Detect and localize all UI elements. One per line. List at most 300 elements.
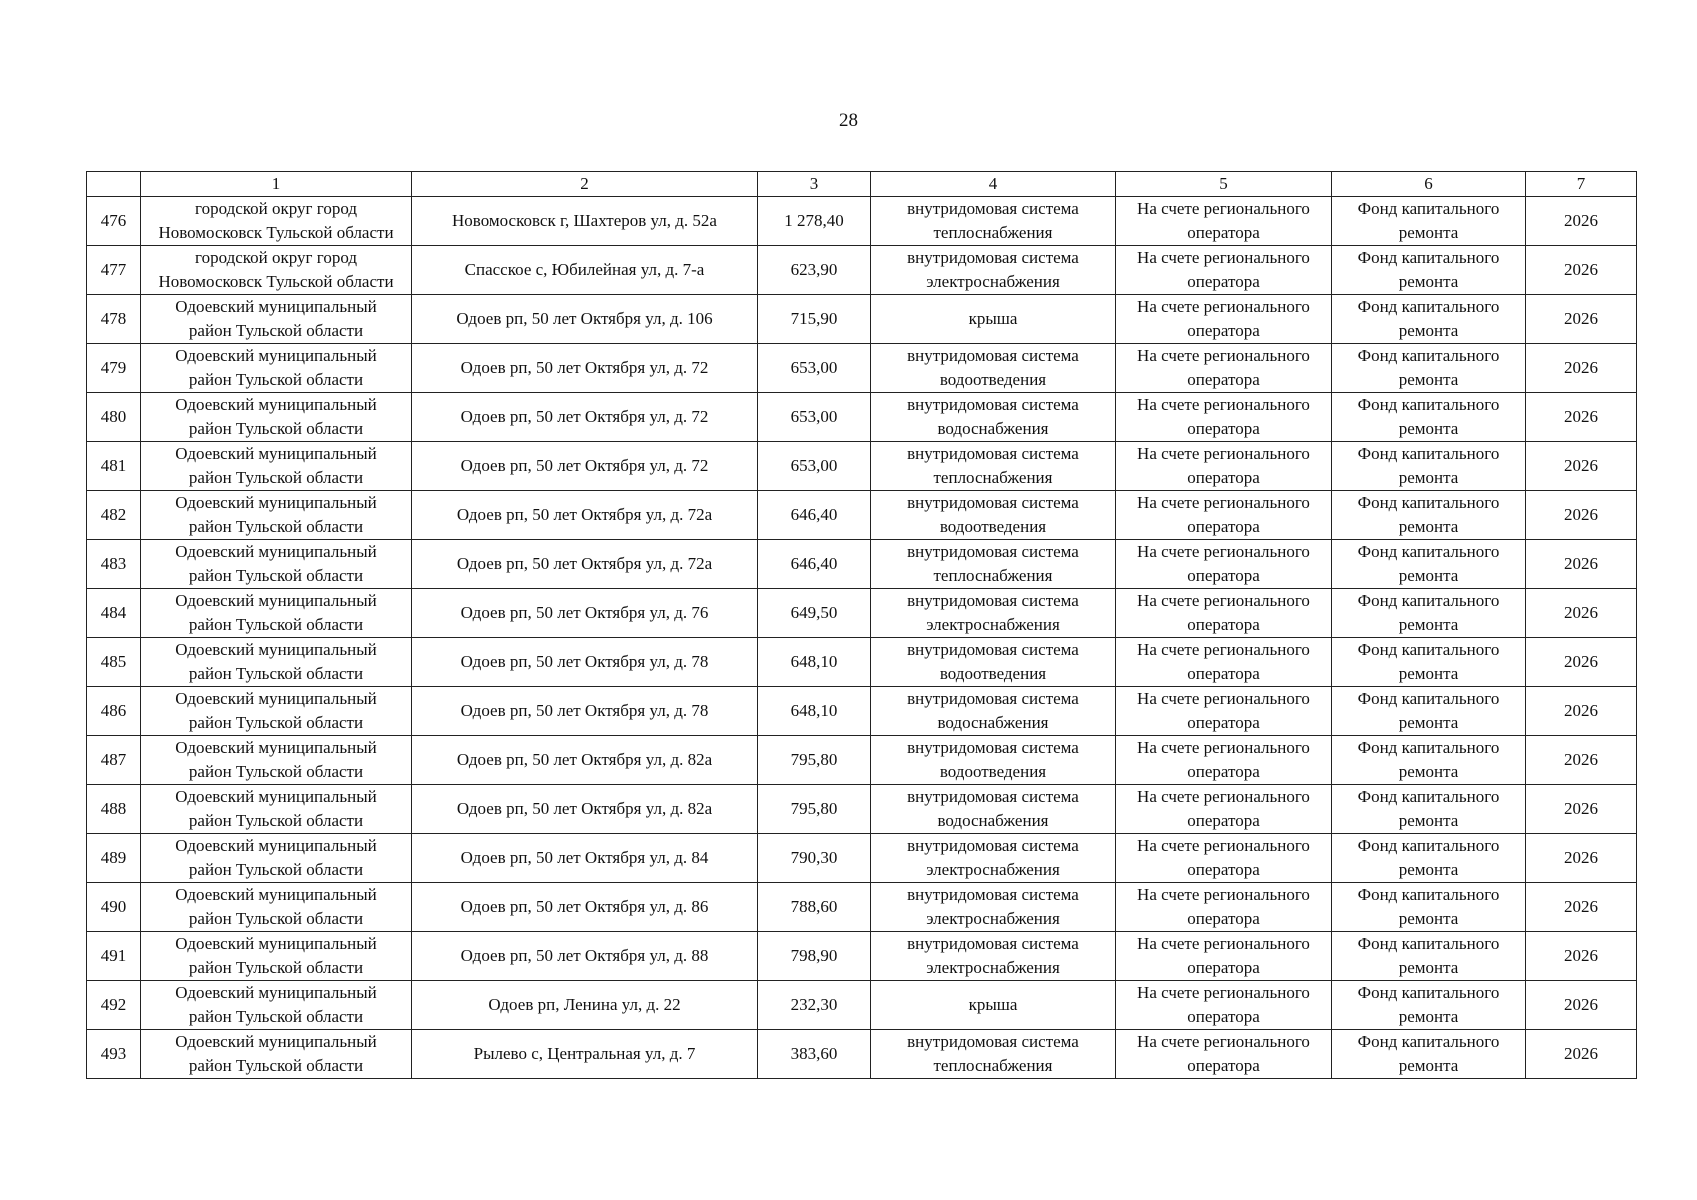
year-cell: 2026 <box>1526 932 1637 981</box>
funding-source-cell <box>1332 981 1526 1030</box>
municipality-cell <box>141 442 412 491</box>
year-cell: 2026 <box>1526 981 1637 1030</box>
municipality-line: район Тульской области <box>188 468 364 487</box>
funding-source-cell <box>1332 197 1526 246</box>
account-method-cell <box>1116 491 1332 540</box>
funding-source-line: Фонд капитального <box>1357 248 1500 267</box>
work-type-line: внутридомовая система <box>907 542 1079 561</box>
account-method-line: оператора <box>1187 860 1260 879</box>
municipality-cell <box>141 932 412 981</box>
area-cell: 383,60 <box>758 1030 871 1079</box>
area-cell: 653,00 <box>758 344 871 393</box>
account-method-cell <box>1116 638 1332 687</box>
account-method-cell <box>1116 589 1332 638</box>
account-method-line: На счете регионального <box>1137 738 1310 757</box>
work-type-cell <box>871 491 1116 540</box>
account-method-line: оператора <box>1187 321 1260 340</box>
municipality-cell <box>141 834 412 883</box>
row-number-cell: 486 <box>87 687 141 736</box>
row-number-cell: 489 <box>87 834 141 883</box>
work-type-line: водоотведения <box>939 370 1047 389</box>
account-method-cell <box>1116 785 1332 834</box>
account-method-line: оператора <box>1187 517 1260 536</box>
area-cell: 646,40 <box>758 540 871 589</box>
year-cell: 2026 <box>1526 834 1637 883</box>
work-type-line: внутридомовая система <box>907 738 1079 757</box>
work-type-line: внутридомовая система <box>907 1032 1079 1051</box>
funding-source-cell <box>1332 834 1526 883</box>
address-cell: Одоев рп, 50 лет Октября ул, д. 78 <box>412 638 758 687</box>
funding-source-cell <box>1332 932 1526 981</box>
municipality-line: район Тульской области <box>188 321 364 340</box>
area-cell: 646,40 <box>758 491 871 540</box>
year-cell: 2026 <box>1526 736 1637 785</box>
funding-source-line: Фонд капитального <box>1357 738 1500 757</box>
table-row <box>87 981 1637 1030</box>
work-type-line: внутридомовая система <box>907 248 1079 267</box>
municipality-line: Одоевский муниципальный <box>175 738 377 757</box>
work-type-cell <box>871 932 1116 981</box>
funding-source-line: ремонта <box>1398 272 1459 291</box>
funding-source-line: ремонта <box>1398 370 1459 389</box>
year-cell: 2026 <box>1526 638 1637 687</box>
account-method-cell <box>1116 687 1332 736</box>
account-method-line: На счете регионального <box>1137 297 1310 316</box>
table-row <box>87 883 1637 932</box>
area-cell: 648,10 <box>758 687 871 736</box>
account-method-line: оператора <box>1187 811 1260 830</box>
funding-source-cell <box>1332 295 1526 344</box>
municipality-cell <box>141 883 412 932</box>
municipality-cell <box>141 981 412 1030</box>
funding-source-line: ремонта <box>1398 1056 1459 1075</box>
area-cell: 623,90 <box>758 246 871 295</box>
address-cell: Спасское с, Юбилейная ул, д. 7-а <box>412 246 758 295</box>
address-cell: Одоев рп, 50 лет Октября ул, д. 84 <box>412 834 758 883</box>
municipality-cell <box>141 785 412 834</box>
table-row <box>87 589 1637 638</box>
year-cell: 2026 <box>1526 442 1637 491</box>
account-method-line: оператора <box>1187 958 1260 977</box>
municipality-cell <box>141 540 412 589</box>
funding-source-line: ремонта <box>1398 223 1459 242</box>
work-type-line: крыша <box>968 995 1018 1014</box>
year-cell: 2026 <box>1526 785 1637 834</box>
work-type-cell <box>871 295 1116 344</box>
account-method-cell <box>1116 834 1332 883</box>
municipality-line: Одоевский муниципальный <box>175 640 377 659</box>
address-cell: Одоев рп, Ленина ул, д. 22 <box>412 981 758 1030</box>
municipality-line: Одоевский муниципальный <box>175 983 377 1002</box>
funding-source-line: Фонд капитального <box>1357 591 1500 610</box>
municipality-line: Одоевский муниципальный <box>175 591 377 610</box>
table-row <box>87 246 1637 295</box>
municipality-cell <box>141 344 412 393</box>
year-cell: 2026 <box>1526 295 1637 344</box>
account-method-line: оператора <box>1187 419 1260 438</box>
year-cell: 2026 <box>1526 589 1637 638</box>
address-cell: Одоев рп, 50 лет Октября ул, д. 82а <box>412 785 758 834</box>
header-cell-4: 4 <box>871 172 1116 197</box>
account-method-line: оператора <box>1187 1007 1260 1026</box>
table-row <box>87 295 1637 344</box>
account-method-cell <box>1116 540 1332 589</box>
table-row <box>87 687 1637 736</box>
work-type-cell <box>871 834 1116 883</box>
account-method-line: оператора <box>1187 615 1260 634</box>
account-method-line: На счете регионального <box>1137 787 1310 806</box>
address-cell: Одоев рп, 50 лет Октября ул, д. 88 <box>412 932 758 981</box>
account-method-cell <box>1116 736 1332 785</box>
row-number-cell: 480 <box>87 393 141 442</box>
funding-source-line: Фонд капитального <box>1357 983 1500 1002</box>
funding-source-cell <box>1332 785 1526 834</box>
work-type-cell <box>871 246 1116 295</box>
funding-source-line: Фонд капитального <box>1357 395 1500 414</box>
address-cell: Одоев рп, 50 лет Октября ул, д. 72а <box>412 540 758 589</box>
funding-source-cell <box>1332 883 1526 932</box>
funding-source-cell <box>1332 344 1526 393</box>
municipality-line: район Тульской области <box>188 664 364 683</box>
work-type-line: электроснабжения <box>926 272 1060 291</box>
municipality-cell <box>141 246 412 295</box>
funding-source-cell <box>1332 1030 1526 1079</box>
account-method-line: оператора <box>1187 468 1260 487</box>
address-cell: Рылево с, Центральная ул, д. 7 <box>412 1030 758 1079</box>
work-type-line: водоотведения <box>939 517 1047 536</box>
area-cell: 1 278,40 <box>758 197 871 246</box>
municipality-line: Новомосковск Тульской области <box>158 223 394 242</box>
header-cell-2: 2 <box>412 172 758 197</box>
account-method-line: оператора <box>1187 272 1260 291</box>
year-cell: 2026 <box>1526 687 1637 736</box>
row-number-cell: 479 <box>87 344 141 393</box>
work-type-line: водоснабжения <box>937 811 1049 830</box>
table-row <box>87 491 1637 540</box>
address-cell: Одоев рп, 50 лет Октября ул, д. 78 <box>412 687 758 736</box>
municipality-line: Одоевский муниципальный <box>175 689 377 708</box>
work-type-line: внутридомовая система <box>907 885 1079 904</box>
municipality-line: Одоевский муниципальный <box>175 395 377 414</box>
row-number-cell: 490 <box>87 883 141 932</box>
address-cell: Новомосковск г, Шахтеров ул, д. 52а <box>412 197 758 246</box>
municipality-line: район Тульской области <box>188 615 364 634</box>
municipality-line: район Тульской области <box>188 958 364 977</box>
account-method-line: оператора <box>1187 713 1260 732</box>
account-method-cell <box>1116 442 1332 491</box>
work-type-line: крыша <box>968 309 1018 328</box>
funding-source-cell <box>1332 246 1526 295</box>
funding-source-line: Фонд капитального <box>1357 297 1500 316</box>
work-type-line: внутридомовая система <box>907 836 1079 855</box>
municipality-line: район Тульской области <box>188 811 364 830</box>
year-cell: 2026 <box>1526 540 1637 589</box>
table-row <box>87 932 1637 981</box>
work-type-line: внутридомовая система <box>907 493 1079 512</box>
account-method-line: На счете регионального <box>1137 934 1310 953</box>
funding-source-cell <box>1332 638 1526 687</box>
funding-source-line: Фонд капитального <box>1357 493 1500 512</box>
work-type-cell <box>871 442 1116 491</box>
table-row <box>87 1030 1637 1079</box>
account-method-line: На счете регионального <box>1137 346 1310 365</box>
work-type-cell <box>871 344 1116 393</box>
municipality-line: Одоевский муниципальный <box>175 542 377 561</box>
area-cell: 648,10 <box>758 638 871 687</box>
work-type-line: водоснабжения <box>937 419 1049 438</box>
table-row <box>87 638 1637 687</box>
year-cell: 2026 <box>1526 1030 1637 1079</box>
work-type-line: внутридомовая система <box>907 934 1079 953</box>
area-cell: 653,00 <box>758 393 871 442</box>
work-type-line: внутридомовая система <box>907 689 1079 708</box>
work-type-cell <box>871 197 1116 246</box>
funding-source-line: ремонта <box>1398 321 1459 340</box>
municipality-line: район Тульской области <box>188 860 364 879</box>
area-cell: 653,00 <box>758 442 871 491</box>
funding-source-line: Фонд капитального <box>1357 542 1500 561</box>
account-method-cell <box>1116 197 1332 246</box>
funding-source-line: ремонта <box>1398 909 1459 928</box>
account-method-line: оператора <box>1187 370 1260 389</box>
address-cell: Одоев рп, 50 лет Октября ул, д. 76 <box>412 589 758 638</box>
table-row <box>87 540 1637 589</box>
municipality-cell <box>141 687 412 736</box>
funding-source-line: ремонта <box>1398 958 1459 977</box>
work-type-cell <box>871 638 1116 687</box>
municipality-line: район Тульской области <box>188 1007 364 1026</box>
municipality-cell <box>141 589 412 638</box>
work-type-cell <box>871 540 1116 589</box>
account-method-cell <box>1116 1030 1332 1079</box>
account-method-cell <box>1116 246 1332 295</box>
funding-source-line: ремонта <box>1398 811 1459 830</box>
municipality-line: район Тульской области <box>188 419 364 438</box>
municipality-cell <box>141 736 412 785</box>
work-type-line: электроснабжения <box>926 958 1060 977</box>
funding-source-line: Фонд капитального <box>1357 689 1500 708</box>
municipality-cell <box>141 491 412 540</box>
funding-source-line: ремонта <box>1398 664 1459 683</box>
area-cell: 232,30 <box>758 981 871 1030</box>
work-type-line: водоотведения <box>939 762 1047 781</box>
area-cell: 715,90 <box>758 295 871 344</box>
municipality-cell <box>141 393 412 442</box>
funding-source-cell <box>1332 442 1526 491</box>
account-method-line: На счете регионального <box>1137 885 1310 904</box>
municipality-line: Одоевский муниципальный <box>175 885 377 904</box>
account-method-line: На счете регионального <box>1137 395 1310 414</box>
work-type-line: внутридомовая система <box>907 346 1079 365</box>
row-number-cell: 481 <box>87 442 141 491</box>
area-cell: 795,80 <box>758 785 871 834</box>
funding-source-line: Фонд капитального <box>1357 1032 1500 1051</box>
municipality-line: район Тульской области <box>188 566 364 585</box>
row-number-cell: 478 <box>87 295 141 344</box>
work-type-line: внутридомовая система <box>907 199 1079 218</box>
funding-source-line: ремонта <box>1398 615 1459 634</box>
address-cell: Одоев рп, 50 лет Октября ул, д. 86 <box>412 883 758 932</box>
funding-source-line: Фонд капитального <box>1357 787 1500 806</box>
account-method-line: На счете регионального <box>1137 199 1310 218</box>
funding-source-line: Фонд капитального <box>1357 346 1500 365</box>
funding-source-line: ремонта <box>1398 468 1459 487</box>
work-type-line: внутридомовая система <box>907 787 1079 806</box>
municipality-line: Новомосковск Тульской области <box>158 272 394 291</box>
funding-source-line: ремонта <box>1398 860 1459 879</box>
municipality-line: Одоевский муниципальный <box>175 836 377 855</box>
funding-source-line: Фонд капитального <box>1357 934 1500 953</box>
municipality-line: район Тульской области <box>188 1056 364 1075</box>
work-type-cell <box>871 883 1116 932</box>
account-method-line: На счете регионального <box>1137 836 1310 855</box>
account-method-cell <box>1116 295 1332 344</box>
work-type-line: теплоснабжения <box>933 468 1053 487</box>
municipality-line: Одоевский муниципальный <box>175 493 377 512</box>
municipality-line: район Тульской области <box>188 713 364 732</box>
table-row <box>87 834 1637 883</box>
account-method-line: На счете регионального <box>1137 248 1310 267</box>
municipality-line: Одоевский муниципальный <box>175 1032 377 1051</box>
funding-source-line: Фонд капитального <box>1357 199 1500 218</box>
year-cell: 2026 <box>1526 344 1637 393</box>
account-method-line: На счете регионального <box>1137 689 1310 708</box>
page-number: 28 <box>839 110 858 131</box>
year-cell: 2026 <box>1526 491 1637 540</box>
work-type-line: электроснабжения <box>926 909 1060 928</box>
funding-source-line: Фонд капитального <box>1357 885 1500 904</box>
municipality-line: район Тульской области <box>188 517 364 536</box>
capital-repair-table <box>86 171 1637 1079</box>
account-method-line: На счете регионального <box>1137 591 1310 610</box>
municipality-cell <box>141 1030 412 1079</box>
row-number-cell: 488 <box>87 785 141 834</box>
header-cell-blank <box>87 172 141 197</box>
account-method-line: оператора <box>1187 909 1260 928</box>
year-cell: 2026 <box>1526 197 1637 246</box>
address-cell: Одоев рп, 50 лет Октября ул, д. 72а <box>412 491 758 540</box>
area-cell: 788,60 <box>758 883 871 932</box>
municipality-line: район Тульской области <box>188 370 364 389</box>
work-type-line: теплоснабжения <box>933 566 1053 585</box>
account-method-line: На счете регионального <box>1137 640 1310 659</box>
table-header <box>87 172 1637 197</box>
municipality-cell <box>141 295 412 344</box>
row-number-cell: 477 <box>87 246 141 295</box>
area-cell: 795,80 <box>758 736 871 785</box>
row-number-cell: 491 <box>87 932 141 981</box>
work-type-cell <box>871 785 1116 834</box>
table-row <box>87 197 1637 246</box>
header-cell-6: 6 <box>1332 172 1526 197</box>
funding-source-cell <box>1332 491 1526 540</box>
municipality-line: городской округ город <box>195 199 357 218</box>
funding-source-line: ремонта <box>1398 419 1459 438</box>
account-method-cell <box>1116 981 1332 1030</box>
work-type-cell <box>871 589 1116 638</box>
account-method-line: оператора <box>1187 1056 1260 1075</box>
municipality-line: Одоевский муниципальный <box>175 787 377 806</box>
table-body <box>87 197 1637 1079</box>
work-type-cell <box>871 1030 1116 1079</box>
account-method-line: На счете регионального <box>1137 1032 1310 1051</box>
address-cell: Одоев рп, 50 лет Октября ул, д. 82а <box>412 736 758 785</box>
funding-source-line: ремонта <box>1398 517 1459 536</box>
municipality-line: городской округ город <box>195 248 357 267</box>
row-number-cell: 483 <box>87 540 141 589</box>
municipality-cell <box>141 638 412 687</box>
row-number-cell: 476 <box>87 197 141 246</box>
work-type-line: электроснабжения <box>926 615 1060 634</box>
header-row <box>87 172 1637 197</box>
row-number-cell: 484 <box>87 589 141 638</box>
funding-source-line: ремонта <box>1398 566 1459 585</box>
account-method-cell <box>1116 932 1332 981</box>
header-cell-5: 5 <box>1116 172 1332 197</box>
municipality-cell <box>141 197 412 246</box>
table-row <box>87 736 1637 785</box>
table-row <box>87 442 1637 491</box>
work-type-line: водоотведения <box>939 664 1047 683</box>
account-method-line: оператора <box>1187 566 1260 585</box>
work-type-line: внутридомовая система <box>907 395 1079 414</box>
table-row <box>87 393 1637 442</box>
account-method-line: оператора <box>1187 223 1260 242</box>
row-number-cell: 487 <box>87 736 141 785</box>
row-number-cell: 485 <box>87 638 141 687</box>
header-cell-1: 1 <box>141 172 412 197</box>
address-cell: Одоев рп, 50 лет Октября ул, д. 72 <box>412 344 758 393</box>
row-number-cell: 482 <box>87 491 141 540</box>
address-cell: Одоев рп, 50 лет Октября ул, д. 106 <box>412 295 758 344</box>
funding-source-line: Фонд капитального <box>1357 836 1500 855</box>
account-method-cell <box>1116 344 1332 393</box>
row-number-cell: 493 <box>87 1030 141 1079</box>
year-cell: 2026 <box>1526 393 1637 442</box>
table-row <box>87 785 1637 834</box>
work-type-cell <box>871 393 1116 442</box>
funding-source-cell <box>1332 540 1526 589</box>
work-type-line: электроснабжения <box>926 860 1060 879</box>
funding-source-cell <box>1332 589 1526 638</box>
funding-source-cell <box>1332 687 1526 736</box>
work-type-cell <box>871 981 1116 1030</box>
municipality-line: Одоевский муниципальный <box>175 297 377 316</box>
account-method-line: На счете регионального <box>1137 542 1310 561</box>
area-cell: 790,30 <box>758 834 871 883</box>
work-type-line: водоснабжения <box>937 713 1049 732</box>
account-method-line: На счете регионального <box>1137 493 1310 512</box>
municipality-line: Одоевский муниципальный <box>175 346 377 365</box>
work-type-line: внутридомовая система <box>907 444 1079 463</box>
account-method-line: На счете регионального <box>1137 983 1310 1002</box>
year-cell: 2026 <box>1526 246 1637 295</box>
account-method-line: оператора <box>1187 762 1260 781</box>
funding-source-cell <box>1332 393 1526 442</box>
row-number-cell: 492 <box>87 981 141 1030</box>
table-row <box>87 344 1637 393</box>
header-cell-7: 7 <box>1526 172 1637 197</box>
municipality-line: район Тульской области <box>188 909 364 928</box>
municipality-line: Одоевский муниципальный <box>175 934 377 953</box>
work-type-cell <box>871 687 1116 736</box>
address-cell: Одоев рп, 50 лет Октября ул, д. 72 <box>412 393 758 442</box>
account-method-cell <box>1116 883 1332 932</box>
address-cell: Одоев рп, 50 лет Октября ул, д. 72 <box>412 442 758 491</box>
municipality-line: район Тульской области <box>188 762 364 781</box>
work-type-line: теплоснабжения <box>933 1056 1053 1075</box>
area-cell: 649,50 <box>758 589 871 638</box>
